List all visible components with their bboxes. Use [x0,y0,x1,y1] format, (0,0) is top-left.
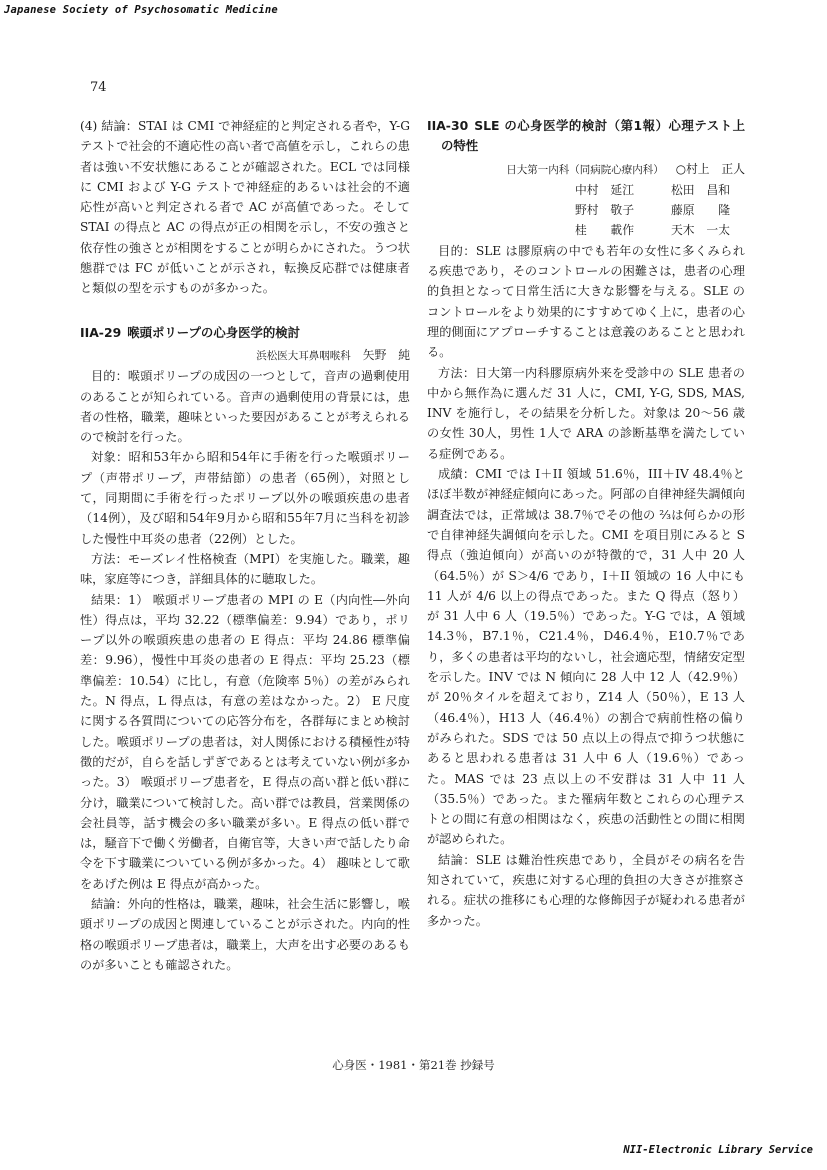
journal-header: Japanese Society of Psychosomatic Medicine [4,4,278,16]
abstract-title [80,323,410,343]
abstract-2a30 [427,116,745,931]
journal-footer: 心身医・1981・第21巻 抄録号 [332,1058,495,1072]
abstract-2a29 [80,315,410,976]
method-paragraph: 方法：モーズレイ性格検査（MPI）を実施した。職業，趣味，家庭等につき，詳細具体的に聴取した。 [80,551,410,587]
results-paragraph: 成績：CMI では I＋II 領域 51.6％，III＋IV 48.4％とほぼ半数が神経症傾向にあった。阿部の自律神経失調傾向調査法では，正常域は 38.7％でその他の ⅔は何らかの形で自律神経失調傾向を示した。CMI を項目別にみると S 得点（強迫傾向）が高いのが特徴的で，31 人中 20 人（64.5％）が S＞4/6 であり，I＋II 領域の 16 人中にも 11 人が 4/6 以上の得点であった。また Q 得点（怒り）が 31 人中 6 人（19.5％）であった。Y-G では，A 領域 14.3％，B7.1％，C21.4％，D46.4％，E10.7％であり，多くの患者は平均的ないし，社会適応型，情緒安定型を示した。INV では N 傾向に 28 人中 12 人（42.9％）が 20％タイルを超えており，Z14 人（50％），E 13 人（46.4％），H13 人（46.4％）の割合で病前性格の偏りがみられた。SDS では 50 点以上の得点で抑うつ状態にあると思われる患者は 31 人中 6 人（19.6％）であった。MAS では 23 点以上の不安群は 31 人中 11 人（35.5％）であった。また罹病年数とこれらの心理テストとの間に有意の相関はなく，疾患の活動性との間に相関が認められた。 [427,467,745,847]
purpose-paragraph: 目的：SLE は膠原病の中でも若年の女性に多くみられる疾患であり，そのコントロールの困難さは，患者の心理的負担となって日常生活に大きな影響を与える。SLE のコントロールをより効果的にすすめてゆく上に，患者の心理的側面にアプローチすることは意義のあることと思われる。 [427,243,745,360]
affiliation: 日大第一内科（同病院心療内科） [506,163,664,176]
author-line [80,345,410,366]
author-name: 松田 昌和 [671,182,730,197]
subjects-paragraph: 対象：昭和53年から昭和54年に手術を行った喉頭ポリープ（声帯ポリープ，声帯結節）の患者（65例），対照として，同期間に手術を行ったポリープ以外の喉頭疾患の患者（14例），及び昭和54年9月から昭和55年7月に当科を初診した慢性中耳炎の患者（22例）とした。 [80,450,410,546]
author-name: 天木 一太 [671,223,730,238]
results-paragraph: 結果：1） 喉頭ポリープ患者の MPI の E（内向性―外向性）得点は，平均 32.22（標準偏差：9.94）であり，ポリープ以外の喉頭疾患の患者の E 得点：平均 24.86 標準偏差：9.96），慢性中耳炎の患者の E 得点：平均 25.23（標準偏差：10.54）に比し，有意（危険率 5％）の差がみられた。N 得点，L 得点は，有意の差はなかった。2） E 尺度に関する各質問についての応答分布を，各群毎にまとめ検討した。喉頭ポリープの患者は，対人関係における積極性が特徴的だが，自らを話しずぎであるとは考えていない例が多かった。3） 喉頭ポリープ患者を，E 得点の高い群と低い群に分け，職業について検討した。高い群では教員，営業関係の会社員等，話す機会の多い職業が多い。E 得点の低い群では，騒音下で働く労働者，自衛官等，大きい声で話したり命令を下す職業についている例が多かった。4） 趣味として歌をあげた例は E 得点が高かった。 [80,592,410,891]
abstract-code: IIA-29 [80,324,122,340]
page-number: 74 [90,80,107,95]
affiliation: 浜松医大耳鼻咽喉科 [256,349,351,362]
author-line [427,159,745,180]
author-name: 藤原 隆 [671,203,730,218]
author-name: 中村 延江 [575,182,634,197]
method-paragraph: 方法：日大第一内科膠原病外来を受診中の SLE 患者の中から無作為に選んだ 31 人に，CMI, Y-G, SDS, MAS, INV を施行し，その結果を分析した。対象は 20～56 歳の女性 30人，男性 1人で ARA の診断基準を満たしている症例である。 [427,365,745,461]
right-column [427,116,745,931]
abstract-title [427,116,745,157]
conclusion-paragraph: 結論：SLE は難治性疾患であり，全員がその病名を告知されていて，疾患に対する心理的負担の大きさが推察される。症状の推移にも心理的な修飾因子が疑われる患者が多かった。 [427,852,745,928]
author-name: 矢野 純 [362,347,410,362]
left-column [80,116,410,975]
intro-conclusion-paragraph: (4) 結論：STAI は CMI で神経症的と判定される者や，Y-G テストで社会的不適応性の高い者で高値を示し，これらの患者は強い不安状態にあることが確認された。ECL では同様に CMI および Y-G テストで神経症的あるいは社会的不適応性が高いと判定される者で AC が高値であった。そして STAI の得点と AC の得点が正の相関を示し，不安の強さと依存性の強さとが相関をすることが明らかにされた。うつ状態群では FC が低いことが示され，転換反応群では健康者と類似の型を示すものが多かった。 [80,119,410,296]
author-name: 桂 載作 [575,223,634,238]
abstract-title-text: SLE の心身医学的検討（第1報）心理テスト上の特性 [441,118,745,154]
abstract-code: IIA-30 [427,118,469,133]
author-grid [427,180,745,241]
purpose-paragraph: 目的：喉頭ポリープの成因の一つとして，音声の過剰使用のあることが知られている。音声の過剰使用の背景には，患者の性格，職業，趣味といった要因があることが考えられるので検討を行った。 [80,369,410,445]
author-name: 野村 敬子 [575,203,634,218]
author-name: ○村上 正人 [675,161,745,176]
service-footer: NII-Electronic Library Service [623,1144,813,1156]
abstract-title-text: 喉頭ポリープの心身医学的検討 [127,324,301,340]
conclusion-paragraph: 結論：外向的性格は，職業，趣味，社会生活に影響し，喉頭ポリープの成因と関連していることが示された。内向的性格の喉頭ポリープ患者は，職業上，大声を出す必要のあるものが多いことも確認された。 [80,896,410,972]
